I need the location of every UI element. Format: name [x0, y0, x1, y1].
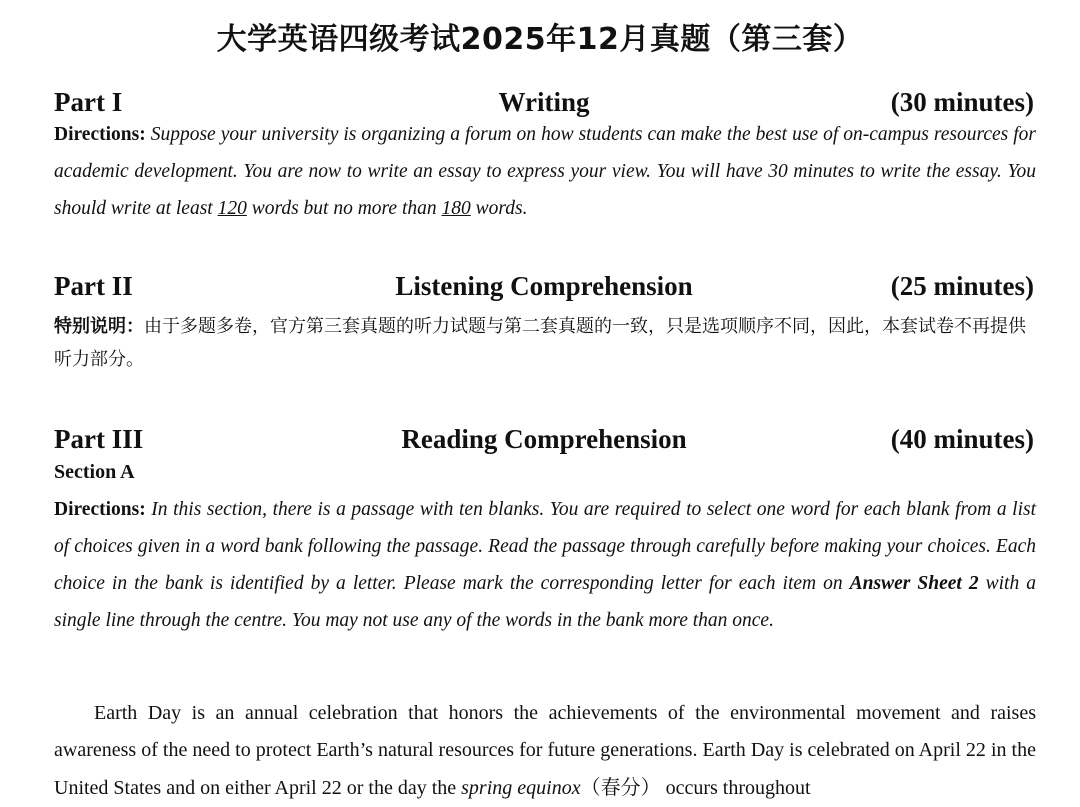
- directions-text: Suppose your university is organizing a forum on how students can make the best use of on-campus resources for academic development. You are now to write an essay to express your view. You will have 30 minutes to write the essay. You should write at least: [54, 124, 1036, 219]
- part-2-label: Part II: [54, 271, 133, 301]
- part-3-header: [54, 424, 1034, 460]
- directions-text-2: with a single line through the centre. You may not use any of the words in the bank more than once.: [54, 573, 1036, 631]
- directions-text-2: words but no more than: [251, 198, 437, 219]
- passage-gloss: （春分）: [580, 775, 661, 799]
- part-2-name: Listening Comprehension: [395, 271, 693, 301]
- note-label: 特别说明：: [54, 316, 144, 337]
- part-3-label: Part III: [54, 424, 144, 454]
- min-words: 120: [217, 198, 247, 219]
- part-1-time: (30 minutes): [890, 87, 1034, 117]
- part-3-time: (40 minutes): [890, 424, 1034, 454]
- part-3-directions: [54, 491, 1036, 639]
- passage-text-2: occurs throughout: [665, 777, 811, 799]
- directions-label: Directions:: [54, 124, 146, 145]
- part-2-header: [54, 271, 1034, 307]
- max-words: 180: [441, 198, 471, 219]
- part-1-directions: [54, 116, 1036, 227]
- passage-text: Earth Day is an annual celebration that honors the achievements of the environmental movement and raises awareness of the need to protect Earth’s natural resources for future generations. Earth Day is celebrated on April 22 in the United States and on either April 22 or the day the: [54, 702, 1036, 799]
- part-2-time: (25 minutes): [890, 271, 1034, 301]
- directions-text-3: words.: [475, 198, 528, 219]
- passage-term: spring equinox: [461, 777, 581, 799]
- part-3-name: Reading Comprehension: [401, 424, 687, 454]
- section-a-heading: Section A: [54, 461, 135, 483]
- part-1-label: Part I: [54, 87, 123, 117]
- reading-passage: [54, 695, 1036, 807]
- part-2-note: [54, 310, 1036, 376]
- directions-text: In this section, there is a passage with ten blanks. You are required to select one word for each blank from a list of choices given in a word bank following the passage. Read the passage through carefully before making your choices. Each choice in the bank is identified by a letter. Please mark the corresponding letter for each item on: [54, 499, 1037, 594]
- note-text: 由于多题多卷，官方第三套真题的听力试题与第二套真题的一致，只是选项顺序不同，因此，本套试卷不再提供听力部分。: [54, 316, 1026, 370]
- page-title: 大学英语四级考试2025年12月真题（第三套）: [216, 22, 864, 57]
- part-1-name: Writing: [498, 87, 590, 117]
- answer-sheet-ref: Answer Sheet 2: [849, 573, 979, 594]
- directions-label: Directions:: [54, 499, 146, 520]
